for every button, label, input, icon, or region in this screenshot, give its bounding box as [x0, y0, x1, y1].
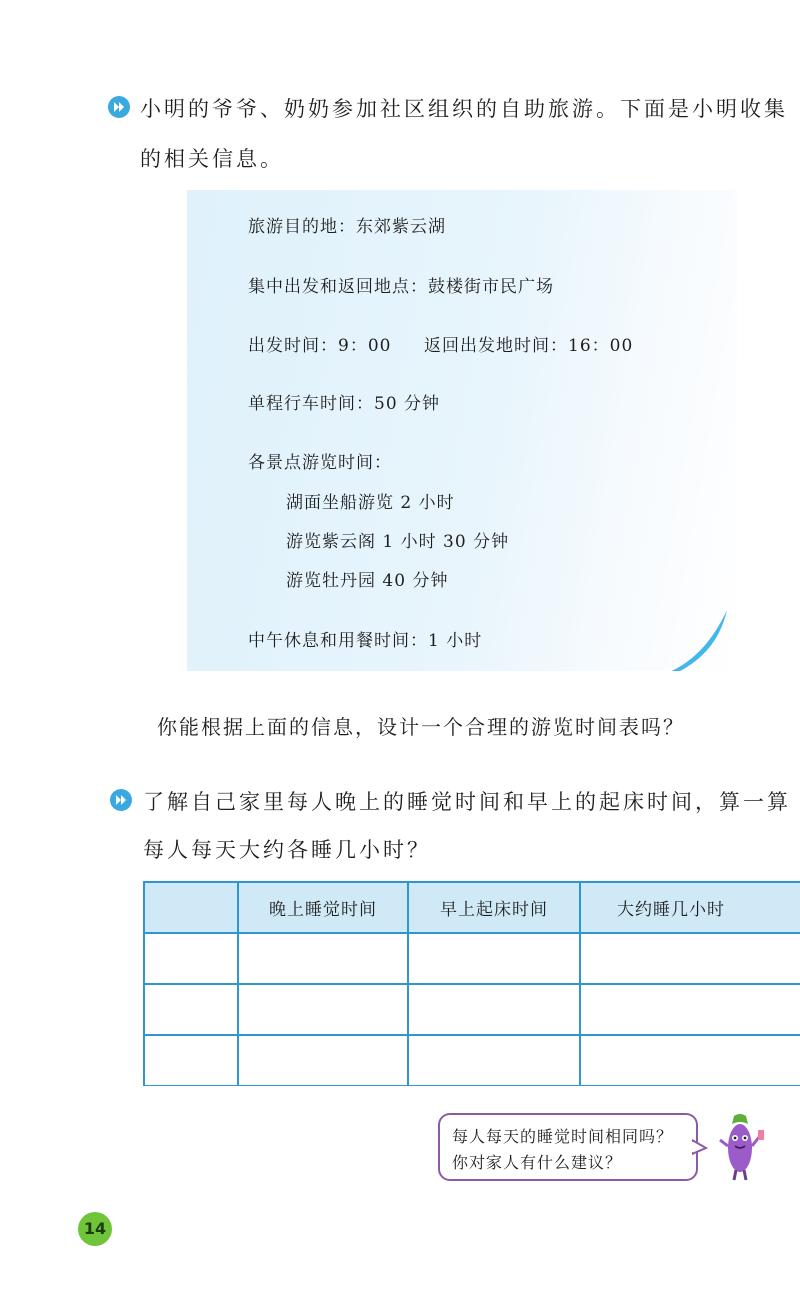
info-meeting-point: 集中出发和返回地点：鼓楼街市民广场 [248, 277, 554, 297]
table-row [144, 933, 800, 984]
table-header-cell [144, 882, 238, 933]
info-depart-time: 出发时间：9：00 [248, 336, 392, 356]
page-number-badge: 14 [78, 1212, 112, 1246]
table-header-cell: 晚上睡觉时间 [238, 882, 408, 933]
info-spot-item: 游览牡丹园 40 分钟 [286, 571, 449, 591]
table-cell[interactable] [408, 984, 580, 1035]
eggplant-mascot-icon [712, 1110, 768, 1184]
bubble-line1: 每人每天的睡觉时间相同吗？ [452, 1127, 674, 1146]
table-cell[interactable] [580, 1035, 800, 1086]
info-spot-item: 游览紫云阁 1 小时 30 分钟 [286, 532, 510, 552]
table-cell[interactable] [144, 933, 238, 984]
table-cell[interactable] [408, 933, 580, 984]
sleep-table-wrap [143, 881, 800, 1086]
info-drive-time: 单程行车时间：50 分钟 [248, 394, 441, 414]
table-cell[interactable] [144, 1035, 238, 1086]
sleep-table [143, 881, 800, 1086]
table-cell[interactable] [408, 1035, 580, 1086]
info-return-time: 返回出发地时间：16：00 [424, 336, 634, 356]
problem2-line2: 每人每天大约各睡几小时？ [143, 838, 431, 862]
table-cell[interactable] [144, 984, 238, 1035]
table-row [144, 1035, 800, 1086]
problem1-line1: 小明的爷爷、奶奶参加社区组织的自助旅游。下面是小明收集 [140, 97, 788, 121]
play-arrow-icon [110, 789, 132, 811]
info-spot-item: 湖面坐船游览 2 小时 [286, 493, 455, 513]
table-cell[interactable] [238, 984, 408, 1035]
page-curl-decoration [617, 600, 737, 671]
info-destination: 旅游目的地：东郊紫云湖 [248, 217, 446, 237]
table-cell[interactable] [238, 933, 408, 984]
bubble-tail [692, 1138, 712, 1158]
problem2-line1: 了解自己家里每人晚上的睡觉时间和早上的起床时间，算一算 [143, 790, 791, 814]
table-header-cell: 大约睡几小时 [580, 882, 800, 933]
table-row [144, 984, 800, 1035]
table-cell[interactable] [580, 984, 800, 1035]
problem1-line2: 的相关信息。 [140, 147, 284, 171]
speech-bubble [438, 1113, 698, 1181]
table-cell[interactable] [238, 1035, 408, 1086]
table-cell[interactable] [580, 933, 800, 984]
question1: 你能根据上面的信息，设计一个合理的游览时间表吗？ [157, 715, 685, 739]
bubble-line2: 你对家人有什么建议？ [452, 1153, 623, 1172]
table-header-cell: 早上起床时间 [408, 882, 580, 933]
table-header-row [144, 882, 800, 933]
info-panel [187, 190, 737, 671]
play-arrow-icon [108, 96, 130, 118]
info-spots-title: 各景点游览时间： [248, 453, 392, 473]
info-lunch: 中午休息和用餐时间：1 小时 [248, 631, 483, 651]
